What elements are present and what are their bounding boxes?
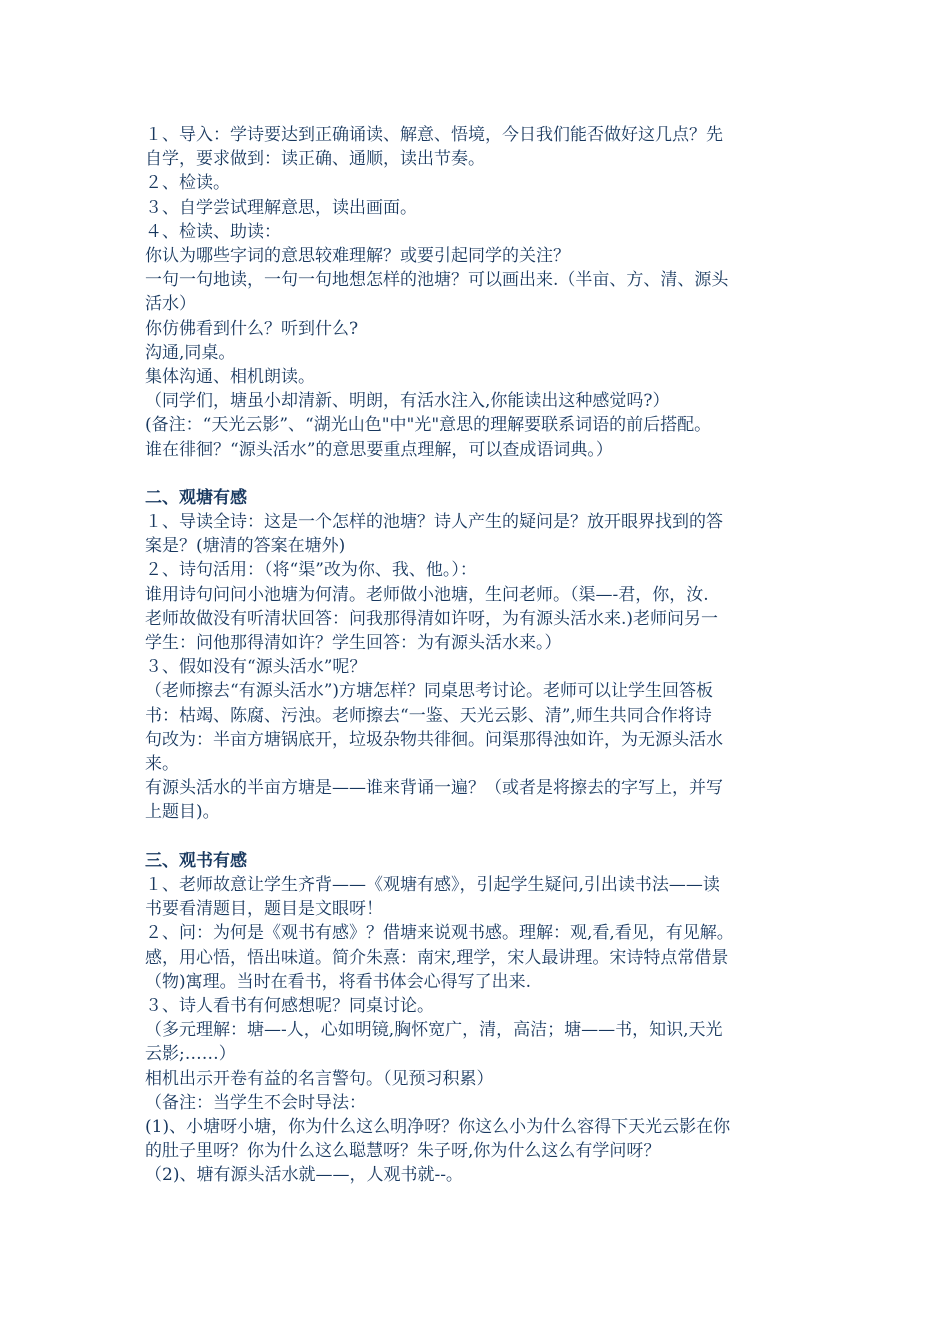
- text-line: １、导读全诗：这是一个怎样的池塘？诗人产生的疑问是？放开眼界找到的答: [145, 512, 723, 533]
- text-line: 沟通,同桌。: [145, 342, 236, 363]
- text-line: 上题目)。: [145, 802, 220, 823]
- text-line: （多元理解：塘—-人，心如明镜,胸怀宽广，清，高洁；塘——书，知识,天光: [145, 1020, 723, 1041]
- text-line: 来。: [145, 754, 179, 775]
- text-line: 一句一句地读，一句一句地想怎样的池塘？可以画出来.（半亩、方、清、源头: [145, 270, 729, 291]
- text-line: （物)寓理。当时在看书，将看书体会心得写了出来.: [145, 971, 532, 992]
- document-page: [145, 123, 825, 1188]
- text-line: （老师擦去“有源头活水”)方塘怎样？同桌思考讨论。老师可以让学生回答板: [145, 681, 714, 702]
- text-line: 你认为哪些字词的意思较难理解？或要引起同学的关注？: [145, 246, 570, 267]
- text-line: 书要看清题目，题目是文眼呀！: [145, 899, 383, 920]
- text-line: 有源头活水的半亩方塘是——谁来背诵一遍？（或者是将擦去的字写上，并写: [145, 778, 723, 799]
- text-line: ３、诗人看书有何感想呢？同桌讨论。: [145, 995, 434, 1016]
- text-line: （同学们，塘虽小却清新、明朗，有活水注入,你能读出这种感觉吗?）: [145, 391, 670, 412]
- section-1-body: [145, 123, 825, 462]
- text-line: 的肚子里呀？你为什么这么聪慧呀？朱子呀,你为什么这么有学问呀？: [145, 1141, 661, 1162]
- text-line: 感，用心悟，悟出味道。简介朱熹：南宋,理学，宋人最讲理。宋诗特点常借景: [145, 947, 729, 968]
- text-line: (1)、小塘呀小塘，你为什么这么明净呀？你这么小为什么容得下天光云影在你: [145, 1116, 731, 1137]
- text-line: 活水）: [145, 294, 196, 315]
- text-line: (备注：“天光云影”、“湖光山色"中"光"意思的理解要联系词语的前后搭配。: [145, 415, 712, 436]
- text-line: 相机出示开卷有益的名言警句。（见预习积累）: [145, 1068, 494, 1089]
- text-line: 自学，要求做到：读正确、通顺，读出节奏。: [145, 149, 485, 170]
- text-line: 谁在徘徊？“源头活水”的意思要重点理解，可以查成语词典。）: [145, 439, 613, 460]
- text-line: （2)、塘有源头活水就——，人观书就--。: [145, 1165, 463, 1186]
- text-line: 书：枯竭、陈腐、污浊。老师擦去“一鉴、天光云影、清”,师生共同合作将诗: [145, 705, 712, 726]
- section-2-body: [145, 510, 825, 825]
- section-2-heading: 二、观塘有感: [145, 487, 247, 508]
- text-line: 句改为：半亩方塘锅底开，垃圾杂物共徘徊。问渠那得浊如许，为无源头活水: [145, 729, 723, 750]
- text-line: 案是？(塘清的答案在塘外): [145, 536, 346, 557]
- section-3-body: [145, 873, 825, 1188]
- text-line: ２、检读。: [145, 173, 230, 194]
- paragraph-gap: [145, 462, 825, 486]
- text-line: 云影;……）: [145, 1044, 236, 1065]
- text-line: ３、假如没有“源头活水”呢？: [145, 657, 367, 678]
- text-line: ２、诗句活用：（将“渠”改为你、我、他。）：: [145, 560, 477, 581]
- text-line: ３、自学尝试理解意思，读出画面。: [145, 197, 417, 218]
- text-line: ２、问：为何是《观书有感》？借塘来说观书感。理解：观,看,看见，有见解。: [145, 923, 734, 944]
- text-line: １、老师故意让学生齐背——《观塘有感》，引起学生疑问,引出读书法——读: [145, 874, 720, 895]
- text-line: 谁用诗句问问小池塘为何清。老师做小池塘，生问老师。（渠—-君，你，汝.: [145, 584, 709, 605]
- text-line: （备注：当学生不会时导法：: [145, 1092, 366, 1113]
- text-line: 老师故做没有听清状回答：问我那得清如许呀，为有源头活水来.)老师问另一: [145, 608, 719, 629]
- text-line: 集体沟通、相机朗读。: [145, 367, 315, 388]
- paragraph-gap: [145, 825, 825, 849]
- text-line: 你仿佛看到什么？听到什么?: [145, 318, 359, 339]
- text-line: １、导入：学诗要达到正确诵读、解意、悟境，今日我们能否做好这几点？先: [145, 125, 723, 145]
- text-line: 学生：问他那得清如许？学生回答：为有源头活水来。）: [145, 633, 562, 654]
- text-line: ４、检读、助读：: [145, 221, 281, 242]
- section-3-heading: 三、观书有感: [145, 850, 247, 871]
